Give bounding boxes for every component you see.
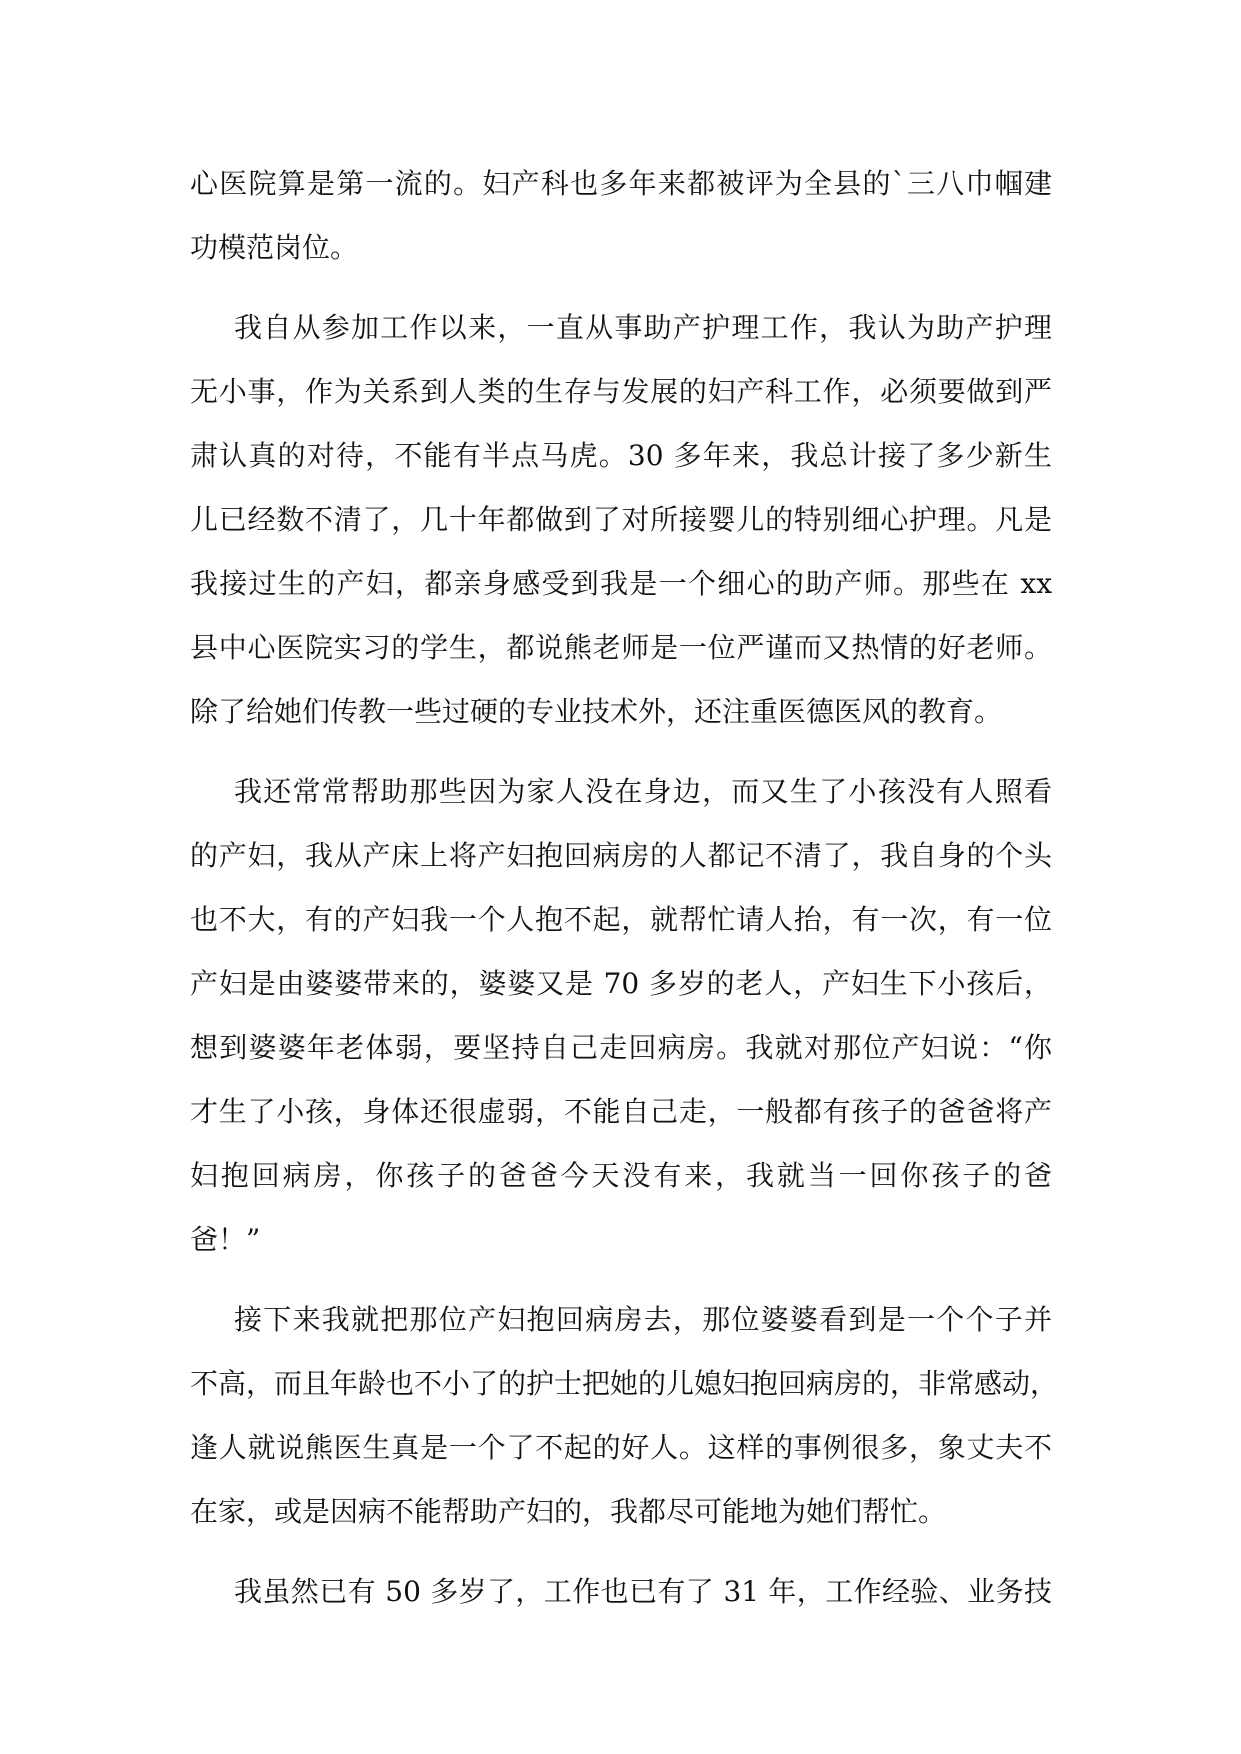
document-body <box>190 152 1059 1640</box>
text-line: 心医院算是第一流的。妇产科也多年来都被评为全县的`三八巾帼建 <box>190 167 1052 200</box>
text-line: 也不大，有的产妇我一个人抱不起，就帮忙请人抬，有一次，有一位 <box>190 903 1052 936</box>
paragraph <box>190 296 1052 744</box>
paragraph <box>190 1288 1059 1544</box>
paragraph <box>190 1560 1052 1624</box>
paragraph <box>190 152 1052 280</box>
text-line: 我接过生的产妇，都亲身感受到我是一个细心的助产师。那些在 xx <box>190 567 1052 600</box>
text-line: 想到婆婆年老体弱，要坚持自己走回病房。我就对那位产妇说：“你 <box>190 1031 1052 1064</box>
text-line: 妇抱回病房，你孩子的爸爸今天没有来，我就当一回你孩子的爸 <box>190 1159 1052 1192</box>
text-line: 接下来我就把那位产妇抱回病房去，那位婆婆看到是一个个子并 <box>234 1303 1052 1336</box>
text-line: 逢人就说熊医生真是一个了不起的好人。这样的事例很多，象丈夫不 <box>190 1431 1052 1464</box>
text-line: 肃认真的对待，不能有半点马虎。30 多年来，我总计接了多少新生 <box>190 439 1052 472</box>
text-line: 除了给她们传教一些过硬的专业技术外，还注重医德医风的教育。 <box>190 695 1003 728</box>
text-line: 我还常常帮助那些因为家人没在身边，而又生了小孩没有人照看 <box>234 775 1052 808</box>
text-line: 不高，而且年龄也不小了的护士把她的儿媳妇抱回病房的，非常感动， <box>190 1367 1059 1400</box>
text-line: 功模范岗位。 <box>190 231 359 264</box>
text-line: 的产妇，我从产床上将产妇抱回病房的人都记不清了，我自身的个头 <box>190 839 1052 872</box>
text-line: 县中心医院实习的学生，都说熊老师是一位严谨而又热情的好老师。 <box>190 631 1052 664</box>
paragraph <box>190 760 1052 1272</box>
text-line: 我自从参加工作以来，一直从事助产护理工作，我认为助产护理 <box>234 311 1052 344</box>
text-line: 产妇是由婆婆带来的，婆婆又是 70 多岁的老人，产妇生下小孩后， <box>190 967 1052 1000</box>
text-line: 我虽然已有 50 多岁了，工作也已有了 31 年，工作经验、业务技 <box>234 1575 1052 1608</box>
text-line: 无小事，作为关系到人类的生存与发展的妇产科工作，必须要做到严 <box>190 375 1052 408</box>
text-line: 爸！” <box>190 1223 261 1256</box>
text-line: 在家，或是因病不能帮助产妇的，我都尽可能地为她们帮忙。 <box>190 1495 947 1528</box>
text-line: 儿已经数不清了，几十年都做到了对所接婴儿的特别细心护理。凡是 <box>190 503 1052 536</box>
text-line: 才生了小孩，身体还很虚弱，不能自己走，一般都有孩子的爸爸将产 <box>190 1095 1052 1128</box>
